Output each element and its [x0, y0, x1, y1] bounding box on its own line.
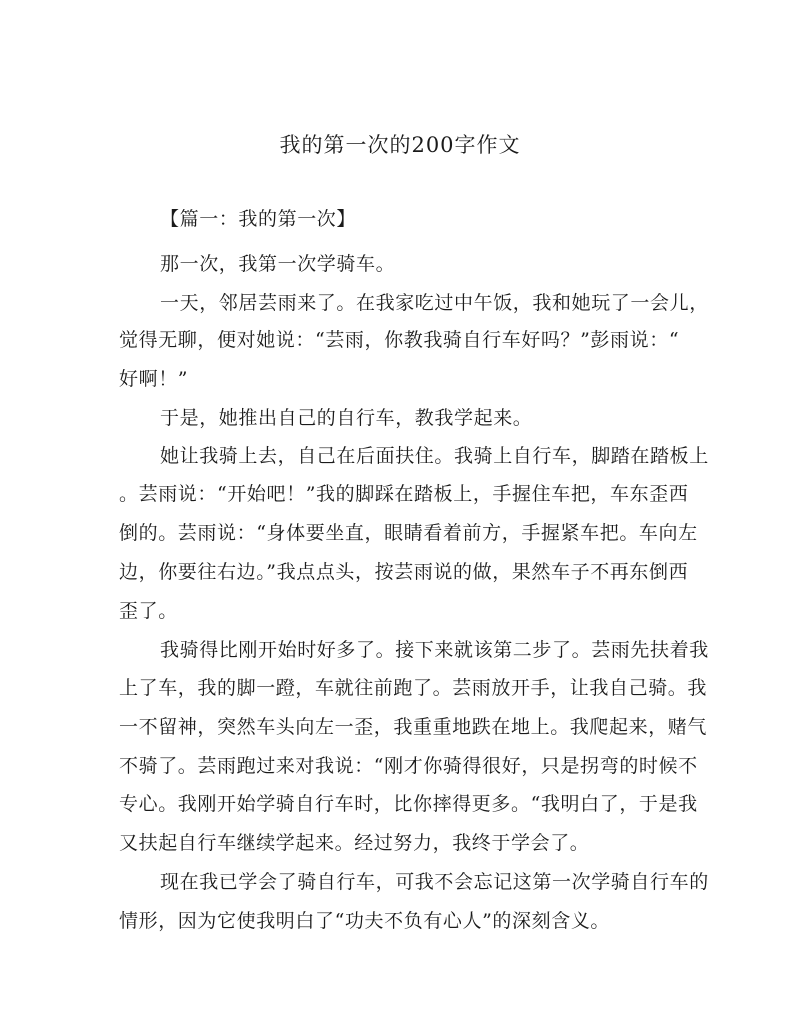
text-line: 那一次，我第一次学骑车。: [160, 253, 396, 275]
page-title: 我的第一次的200字作文: [279, 133, 521, 157]
text-line: 一不留神，突然车头向左一歪，我重重地跌在地上。我爬起来，赌气: [119, 716, 708, 738]
text-line: 又扶起自行车继续学起来。经过努力，我终于学会了。: [119, 832, 590, 854]
section-heading: 【篇一：我的第一次】: [160, 208, 357, 230]
text-line: 好啊！”: [119, 368, 189, 390]
text-line: 她让我骑上去，自己在后面扶住。我骑上自行车，脚踏在踏板上: [160, 445, 709, 467]
text-line: 现在我已学会了骑自行车，可我不会忘记这第一次学骑自行车的: [160, 871, 709, 893]
text-line: 不骑了。芸雨跑过来对我说：“刚才你骑得很好，只是拐弯的时候不: [119, 755, 698, 777]
text-line: 我骑得比刚开始时好多了。接下来就该第二步了。芸雨先扶着我: [160, 639, 709, 661]
text-line: 觉得无聊，便对她说：“芸雨，你教我骑自行车好吗？”彭雨说：“: [119, 329, 680, 351]
text-line: 歪了。: [119, 600, 178, 622]
text-line: 于是，她推出自己的自行车，教我学起来。: [160, 407, 533, 429]
text-line: 一天，邻居芸雨来了。在我家吃过中午饭，我和她玩了一会儿，: [160, 292, 709, 314]
text-line: 倒的。芸雨说：“身体要坐直，眼睛看着前方，手握紧车把。车向左: [119, 522, 698, 544]
text-line: 边，你要往右边。”我点点头，按芸雨说的做，果然车子不再东倒西: [119, 561, 689, 583]
text-line: 专心。我刚开始学骑自行车时，比你摔得更多。“我明白了，于是我: [119, 793, 698, 815]
text-line: 上了车，我的脚一蹬，车就往前跑了。芸雨放开手，让我自己骑。我: [119, 677, 708, 699]
text-line: 。芸雨说：“开始吧！”我的脚踩在踏板上，手握住车把，车东歪西: [119, 483, 689, 505]
text-line: 情形，因为它使我明白了“功夫不负有心人”的深刻含义。: [119, 910, 611, 932]
